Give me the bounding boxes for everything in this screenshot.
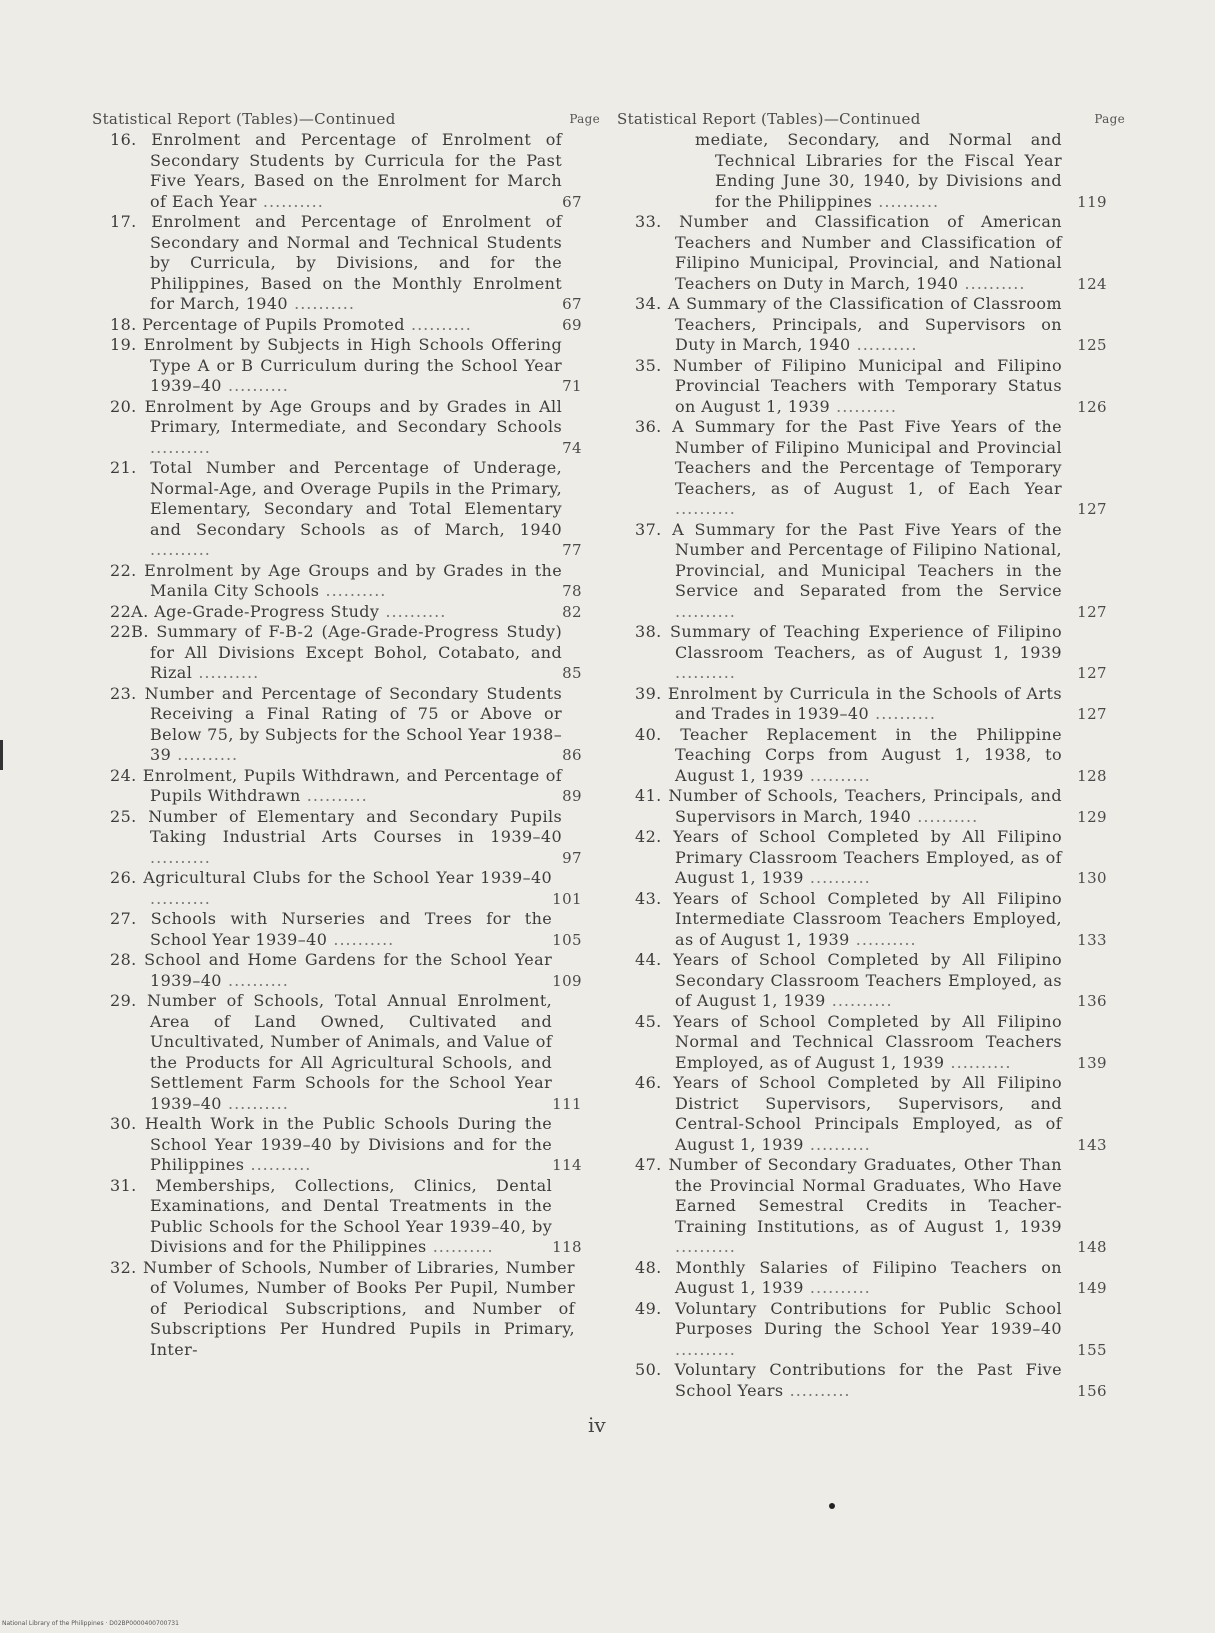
toc-entry-title: Enrolment by Curricula in the Schools of Arts and Trades in 1939–40: [667, 683, 1062, 723]
toc-entry-title: Enrolment and Percentage of Enrolment of Secondary and Normal and Technical Students by Curricula, by Divisions, and for the Philippines, Based on the Monthly Enrolment for March, 1940: [150, 212, 563, 313]
toc-entry-page: 118: [552, 1238, 582, 1256]
toc-entry-title: Monthly Salaries of Filipino Teachers on August 1, 1939: [675, 1257, 1062, 1297]
toc-entry-text-block: [635, 355, 1062, 418]
toc-entry-title: Years of School Completed by All Filipino Primary Classroom Teachers Employed, as of August 1, 1939: [673, 827, 1062, 887]
toc-entry-title: Years of School Completed by All Filipino District Supervisors, Supervisors, and Central-School Principals Employed, as of August 1, 1939: [673, 1073, 1062, 1154]
toc-entry-title: Years of School Completed by All Filipino Secondary Classroom Teachers Employed, as of August 1, 1939: [673, 950, 1062, 1010]
toc-entry-number: 38.: [635, 622, 662, 641]
toc-entry-page: 67: [562, 192, 582, 211]
toc-entry-title: Summary of F-B-2 (Age-Grade-Progress Study) for All Divisions Except Bohol, Cotabato, and Rizal: [150, 622, 563, 682]
page-column-label: Page: [1094, 112, 1125, 126]
toc-entry-line: [110, 335, 563, 397]
toc-entry: [92, 458, 600, 561]
toc-entry-line: [635, 1298, 1062, 1361]
toc-entry-page: 86: [562, 746, 582, 764]
dot-leader: ..........: [958, 273, 1026, 293]
dot-leader: ..........: [849, 929, 917, 949]
toc-entry-title: A Summary for the Past Five Years of the Number of Filipino Municipal and Provincial Teachers and the Percentage of Temporary Teachers, as of August 1, of Each Year: [672, 417, 1062, 498]
toc-entry-number: 49.: [635, 1298, 662, 1318]
toc-entry: [617, 622, 1125, 684]
dot-leader: ..........: [869, 704, 936, 723]
toc-entry-page: 101: [552, 889, 582, 908]
toc-entry-text-block: [110, 560, 563, 602]
toc-entry: [92, 397, 600, 459]
toc-entry-text-block: [110, 1257, 575, 1361]
toc-entry: [92, 1258, 600, 1361]
toc-entry-page: 111: [552, 1094, 582, 1113]
toc-entry-number: 35.: [635, 355, 662, 375]
toc-entry: [92, 1114, 600, 1176]
page-number: iv: [588, 1413, 606, 1437]
toc-entry: [617, 356, 1125, 418]
toc-entry: [617, 1073, 1125, 1155]
toc-entry-title: Number and Classification of American Teachers and Number and Classification of Filipino Municipal, Provincial, and National Teachers on Duty in March, 1940: [675, 212, 1062, 293]
toc-entry-page: 127: [1077, 602, 1107, 621]
toc-entry-text-block: [635, 1257, 1062, 1299]
toc-entry: [92, 335, 600, 397]
toc-entry-text-block: [110, 212, 563, 315]
toc-entry-title: Enrolment by Age Groups and by Grades in All Primary, Intermediate, and Secondary Schools: [144, 396, 563, 436]
toc-entry-line: [635, 683, 1062, 725]
toc-entry-text-block: [110, 991, 553, 1114]
toc-entry-line: [635, 1011, 1062, 1074]
toc-entry: [617, 130, 1125, 212]
toc-entry-page: 127: [1077, 500, 1107, 518]
right-column: [617, 110, 1125, 1401]
toc-entry-title: Percentage of Pupils Promoted: [142, 314, 405, 334]
toc-entry-line: [635, 724, 1062, 787]
toc-entry-line: [110, 909, 553, 950]
dot-leader: ..........: [150, 847, 211, 867]
dot-leader: ..........: [150, 888, 211, 908]
toc-entry-title: Number of Schools, Number of Libraries, Number of Volumes, Number of Books Per Pupil, Number of Periodical Subscriptions, and Number of Subscriptions Per Hundred Pupils in Primary, Inter-: [142, 1257, 575, 1359]
toc-entry-page: 105: [552, 930, 582, 949]
toc-entry-text-block: [635, 888, 1062, 951]
dot-leader: ..........: [192, 663, 260, 682]
toc-entry-page: 125: [1077, 336, 1107, 354]
toc-entry-line: [695, 130, 1062, 212]
toc-entry-page: 114: [552, 1156, 582, 1174]
toc-entry-number: 30.: [110, 1114, 137, 1133]
toc-entry-page: 130: [1077, 869, 1107, 887]
toc-entry-title: Years of School Completed by All Filipino Normal and Technical Classroom Teachers Employed, as of August 1, 1939: [673, 1011, 1062, 1072]
toc-entry-page: 149: [1077, 1279, 1107, 1297]
dot-leader: ..........: [221, 970, 289, 990]
toc-entry-title: Enrolment, Pupils Withdrawn, and Percentage of Pupils Withdrawn: [142, 765, 563, 805]
toc-entry: [92, 315, 600, 336]
toc-entry-title: Enrolment and Percentage of Enrolment of Secondary Students by Curricula for the Past Five Years, Based on the Enrolment for March of Each Year: [150, 130, 563, 211]
toc-entry: [92, 766, 600, 807]
toc-entry-line: [110, 130, 563, 212]
ink-dot: [829, 1503, 835, 1509]
toc-entry-page: 119: [1077, 192, 1107, 211]
toc-entry-page: 97: [562, 848, 582, 867]
toc-list-right: [617, 130, 1125, 1401]
toc-entry-number: 44.: [635, 950, 662, 969]
toc-entry-number: 23.: [110, 683, 137, 703]
toc-entry-number: 16.: [110, 130, 137, 149]
dot-leader: ..........: [825, 991, 893, 1010]
toc-entry-title: Number of Schools, Teachers, Principals, and Supervisors in March, 1940: [668, 786, 1062, 826]
toc-entry: [92, 561, 600, 602]
toc-list-left: [92, 130, 600, 1360]
toc-entry-line: [635, 294, 1062, 356]
toc-entry-page: 139: [1077, 1053, 1107, 1072]
toc-entry-title: Number of Schools, Total Annual Enrolment, Area of Land Owned, Cultivated and Uncultivated, Number of Animals, and Value of the Products for All Agricultural Schools, and Settlement Farm Schools for the School Year 1939–40: [147, 991, 553, 1113]
toc-entry-title: Enrolment by Subjects in High Schools Offering Type A or B Curriculum during the School Year 1939–40: [143, 335, 563, 395]
dot-leader: ..........: [171, 745, 239, 764]
toc-entry-text-block: [635, 212, 1062, 294]
toc-entry-text-block: [110, 1175, 553, 1258]
left-column: [92, 110, 600, 1360]
toc-entry-line: [635, 622, 1062, 684]
dot-leader: ..........: [783, 1380, 851, 1400]
dot-leader: ..........: [221, 1093, 289, 1113]
dot-leader: ..........: [675, 499, 736, 518]
toc-entry-line: [635, 888, 1062, 951]
toc-entry-text-block: [110, 909, 553, 950]
dot-leader: ..........: [675, 663, 736, 682]
scan-edge-mark: [0, 740, 3, 770]
toc-entry-number: 40.: [635, 724, 662, 744]
dot-leader: ..........: [675, 601, 736, 621]
toc-entry-number: 42.: [635, 827, 662, 846]
toc-entry-text-block: [110, 130, 563, 212]
dot-leader: ..........: [872, 191, 940, 211]
toc-entry-text-block: [635, 417, 1062, 520]
toc-entry-page: 78: [562, 582, 582, 600]
toc-entry-title: Number of Elementary and Secondary Pupils Taking Industrial Arts Courses in 1939–40: [148, 806, 563, 846]
toc-entry: [92, 868, 600, 909]
toc-entry: [92, 130, 600, 212]
dot-leader: ..........: [850, 335, 918, 354]
toc-entry-number: 22B.: [110, 622, 149, 641]
toc-entry-page: 89: [562, 787, 582, 805]
toc-entry-number: 48.: [635, 1257, 662, 1277]
toc-entry-text-block: [695, 130, 1062, 212]
toc-entry-title: Summary of Teaching Experience of Filipino Classroom Teachers, as of August 1, 1939: [670, 622, 1062, 662]
toc-entry: [92, 602, 600, 623]
toc-entry-number: 24.: [110, 765, 137, 785]
toc-entry-page: 127: [1077, 705, 1107, 723]
toc-entry-page: 77: [562, 541, 582, 559]
toc-entry-text-block: [110, 950, 553, 991]
toc-entry-page: 128: [1077, 766, 1107, 785]
toc-entry-number: 39.: [635, 683, 662, 703]
toc-entry-number: 37.: [635, 519, 662, 539]
toc-entry-text-block: [635, 1073, 1062, 1155]
toc-entry-text-block: [635, 683, 1062, 725]
toc-entry-text-block: [110, 458, 563, 561]
toc-entry-number: 27.: [110, 909, 137, 928]
toc-entry-text-block: [635, 1360, 1062, 1401]
toc-entry-text-block: [635, 1011, 1062, 1074]
dot-leader: ..........: [256, 191, 324, 211]
toc-entry-line: [110, 1175, 553, 1258]
dot-leader: ..........: [911, 806, 979, 826]
toc-entry-page: 124: [1077, 274, 1107, 293]
toc-entry: [617, 889, 1125, 951]
page-column-label: Page: [569, 112, 600, 126]
toc-entry-number: 17.: [110, 212, 137, 231]
toc-entry-page: 136: [1077, 992, 1107, 1010]
toc-entry: [617, 1299, 1125, 1361]
toc-entry-page: 156: [1077, 1381, 1107, 1400]
toc-entry-title: Teacher Replacement in the Philippine Teaching Corps from August 1, 1938, to August 1, 1939: [675, 724, 1062, 785]
toc-entry-text-block: [110, 868, 553, 909]
toc-entry-title: Schools with Nurseries and Trees for the School Year 1939–40: [150, 909, 553, 949]
toc-entry-line: [110, 868, 553, 909]
toc-entry-line: [635, 212, 1062, 294]
toc-entry-number: 46.: [635, 1073, 662, 1092]
toc-entry-number: 19.: [110, 335, 137, 354]
toc-entry-text-block: [110, 335, 563, 397]
toc-entry-title: Voluntary Contributions for Public School Purposes During the School Year 1939–40: [675, 1298, 1062, 1338]
toc-entry: [617, 725, 1125, 787]
dot-leader: ..........: [300, 786, 368, 805]
toc-entry-page: 127: [1077, 664, 1107, 682]
toc-entry-title: Total Number and Percentage of Underage, Normal-Age, and Overage Pupils in the Primary, Elementary, Secondary and Total Elementary and Secondary Schools as of March, 1940: [150, 458, 563, 539]
toc-entry-line: [110, 560, 563, 602]
toc-entry-number: 41.: [635, 786, 662, 805]
dot-leader: ..........: [327, 929, 395, 949]
toc-entry-page: 71: [562, 377, 582, 395]
toc-entry-text-block: [635, 950, 1062, 1012]
toc-entry: [92, 950, 600, 991]
toc-entry-text-block: [110, 806, 563, 869]
toc-entry: [617, 294, 1125, 356]
toc-entry-number: 31.: [110, 1175, 137, 1195]
toc-entry-text-block: [635, 786, 1062, 827]
toc-entry-number: 22.: [110, 560, 137, 580]
section-title: Statistical Report (Tables)—Continued: [617, 110, 921, 128]
toc-entry-number: 36.: [635, 417, 662, 436]
toc-entry-number: 45.: [635, 1011, 662, 1031]
toc-entry-page: 133: [1077, 930, 1107, 949]
toc-entry-title: Number and Percentage of Secondary Students Receiving a Final Rating of 75 or Above or Below 75, by Subjects for the School Year 1938–39: [144, 683, 563, 764]
toc-entry-number: 21.: [110, 458, 137, 477]
dot-leader: ..........: [803, 1278, 871, 1297]
toc-entry-title: Voluntary Contributions for the Past Five School Years: [674, 1360, 1062, 1400]
dot-leader: ..........: [675, 1237, 736, 1256]
toc-entry-page: 109: [552, 971, 582, 990]
toc-entry-line: [110, 950, 553, 991]
toc-entry-line: [110, 683, 563, 766]
toc-entry: [617, 1012, 1125, 1074]
toc-entry-page: 67: [562, 295, 582, 313]
dot-leader: ..........: [803, 868, 871, 887]
toc-entry: [617, 684, 1125, 725]
toc-entry-text-block: [635, 294, 1062, 356]
toc-entry-line: [635, 1073, 1062, 1155]
toc-entry-text-block: [110, 765, 563, 807]
toc-entry-line: [635, 519, 1062, 623]
toc-entry-line: [635, 355, 1062, 418]
toc-entry-title: A Summary for the Past Five Years of the Number and Percentage of Filipino National, Provincial, and Municipal Teachers in the Service and Separated from the Service: [672, 519, 1062, 600]
dot-leader: ..........: [675, 1339, 736, 1359]
toc-entry-title: A Summary of the Classification of Classroom Teachers, Principals, and Supervisors on Duty in March, 1940: [667, 294, 1062, 354]
toc-entry-text-block: [110, 314, 562, 336]
toc-entry-page: 74: [562, 438, 582, 457]
dot-leader: ..........: [803, 1134, 871, 1154]
toc-entry-line: [110, 1114, 553, 1176]
toc-entry-page: 129: [1077, 807, 1107, 826]
toc-entry-number: 20.: [110, 396, 137, 416]
toc-entry-line: [110, 212, 563, 315]
toc-entry-text-block: [635, 827, 1062, 889]
dot-leader: ..........: [150, 437, 211, 457]
toc-entry: [92, 1176, 600, 1258]
toc-entry-number: 28.: [110, 950, 137, 969]
toc-entry-number: 29.: [110, 991, 137, 1010]
toc-entry-page: 85: [562, 664, 582, 682]
toc-entry: [92, 909, 600, 950]
toc-entry-line: [110, 396, 563, 459]
toc-entry-text-block: [635, 519, 1062, 623]
toc-entry: [92, 807, 600, 869]
toc-entry-line: [635, 786, 1062, 827]
toc-entry-line: [110, 991, 553, 1114]
toc-entry-line: [110, 622, 563, 684]
toc-entry: [617, 950, 1125, 1012]
toc-entry-number: 43.: [635, 888, 662, 908]
toc-entry-line: [635, 950, 1062, 1012]
section-heading-left: [92, 110, 600, 130]
toc-entry-line: [635, 1257, 1062, 1299]
toc-entry-title: Years of School Completed by All Filipino Intermediate Classroom Teachers Employed, as of August 1, 1939: [673, 888, 1062, 949]
toc-entry-text-block: [110, 622, 563, 684]
toc-entry: [92, 991, 600, 1114]
toc-entry-page: 69: [562, 315, 582, 334]
toc-entry-line: [635, 1360, 1062, 1401]
toc-entry-text-block: [110, 601, 562, 623]
dot-leader: ..........: [319, 581, 387, 600]
toc-entry-title: Number of Filipino Municipal and Filipino Provincial Teachers with Temporary Status on August 1, 1939: [673, 355, 1062, 416]
toc-entry: [617, 417, 1125, 520]
toc-entry: [617, 212, 1125, 294]
toc-entry-title: mediate, Secondary, and Normal and Technical Libraries for the Fiscal Year Ending June 30, 1940, by Divisions and for the Philippines: [695, 130, 1062, 211]
toc-entry-page: 155: [1077, 1340, 1107, 1359]
toc-entry-title: Agricultural Clubs for the School Year 1939–40: [143, 868, 553, 887]
toc-entry-page: 143: [1077, 1135, 1107, 1154]
toc-entry-line: [635, 1155, 1062, 1258]
section-heading-right: [617, 110, 1125, 130]
dot-leader: ..........: [244, 1155, 312, 1174]
toc-entry-number: 22A.: [110, 601, 149, 621]
toc-entry-line: [635, 417, 1062, 520]
toc-entry-title: Memberships, Collections, Clinics, Dental Examinations, and Dental Treatments in the Public Schools for the School Year 1939–40, by Divisions and for the Philippines: [150, 1175, 553, 1256]
toc-entry: [92, 212, 600, 315]
toc-entry-line: [110, 458, 563, 561]
toc-entry-text-block: [110, 1114, 553, 1176]
toc-entry: [617, 1258, 1125, 1299]
toc-entry-number: 26.: [110, 868, 137, 887]
toc-entry-number: 18.: [110, 314, 137, 334]
dot-leader: ..........: [426, 1237, 494, 1256]
toc-entry-line: [635, 827, 1062, 889]
toc-entry: [617, 520, 1125, 623]
toc-entry: [617, 786, 1125, 827]
toc-entry-line: [110, 765, 563, 807]
toc-entry-title: School and Home Gardens for the School Year 1939–40: [144, 950, 553, 990]
toc-entry-page: 126: [1077, 397, 1107, 416]
toc-entry-text-block: [110, 396, 563, 459]
toc-entry-text-block: [110, 683, 563, 766]
toc-entry-text-block: [635, 724, 1062, 787]
toc-entry-title: Health Work in the Public Schools During the School Year 1939–40 by Divisions and for the Philippines: [144, 1114, 553, 1174]
toc-entry-text-block: [635, 622, 1062, 684]
dot-leader: ..........: [288, 294, 355, 313]
toc-entry-page: 82: [562, 602, 582, 621]
toc-entry-text-block: [635, 1155, 1062, 1258]
toc-entry-number: 32.: [110, 1257, 137, 1277]
toc-entry-title: Number of Secondary Graduates, Other Than the Provincial Normal Graduates, Who Have Earned Semestral Credits in Teacher-Training Institutions, as of August 1, 1939: [668, 1155, 1062, 1236]
dot-leader: ..........: [404, 314, 472, 334]
toc-entry-text-block: [635, 1298, 1062, 1361]
toc-entry: [617, 1155, 1125, 1258]
toc-entry-number: 33.: [635, 212, 662, 231]
section-title: Statistical Report (Tables)—Continued: [92, 110, 396, 128]
toc-entry: [617, 827, 1125, 889]
dot-leader: ..........: [830, 396, 897, 416]
toc-entry: [92, 684, 600, 766]
toc-entry-page: 148: [1077, 1238, 1107, 1256]
toc-entry-title: Age-Grade-Progress Study: [154, 601, 380, 621]
toc-entry-line: [110, 806, 563, 869]
toc-entry: [617, 1360, 1125, 1401]
dot-leader: ..........: [379, 601, 447, 621]
dot-leader: ..........: [944, 1052, 1012, 1072]
toc-entry-line: [110, 601, 562, 623]
toc-entry-number: 47.: [635, 1155, 662, 1174]
toc-entry-number: 34.: [635, 294, 662, 313]
toc-entry: [92, 622, 600, 684]
toc-entry-number: 50.: [635, 1360, 662, 1379]
toc-entry-title: Enrolment by Age Groups and by Grades in the Manila City Schools: [144, 560, 563, 600]
archive-watermark: National Library of the Philippines · D02BP0000400700731: [2, 1620, 179, 1627]
dot-leader: ..........: [221, 376, 289, 395]
toc-entry-line: [110, 314, 562, 336]
dot-leader: ..........: [150, 540, 211, 559]
toc-entry-number: 25.: [110, 806, 137, 826]
dot-leader: ..........: [803, 765, 871, 785]
toc-entry-line: [110, 1257, 575, 1361]
